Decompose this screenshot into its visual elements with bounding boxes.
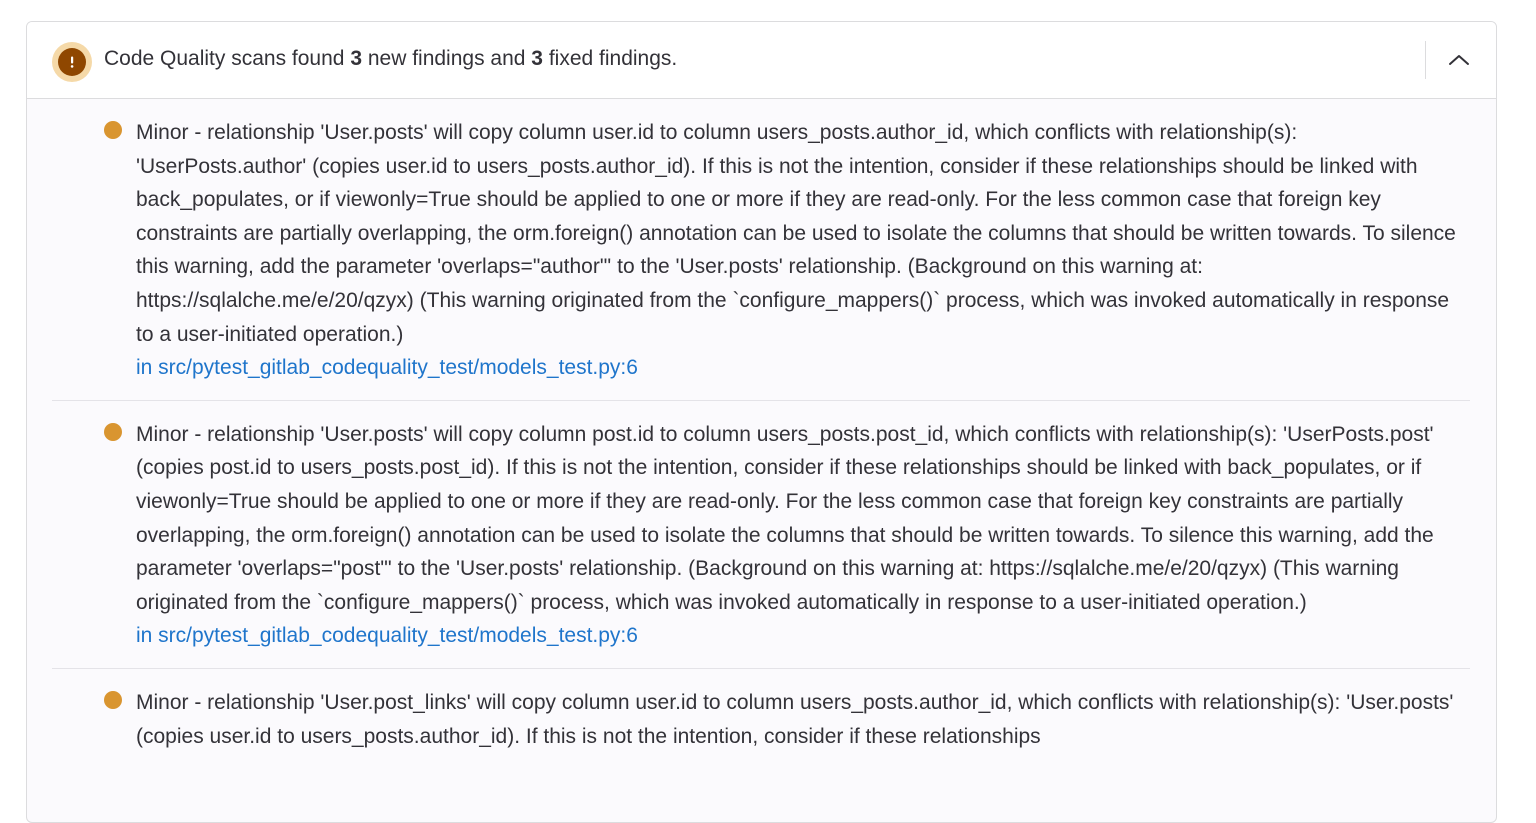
severity-minor-icon (104, 121, 122, 139)
code-quality-widget (26, 21, 1497, 823)
finding-file-link[interactable]: in src/pytest_gitlab_codequality_test/models_test.py:6 (136, 624, 638, 648)
warning-icon (52, 42, 92, 82)
new-findings-count: 3 (350, 47, 362, 70)
severity-minor-icon (104, 423, 122, 441)
collapse-button[interactable] (1436, 41, 1482, 79)
fixed-findings-count: 3 (531, 47, 543, 70)
finding-item (52, 401, 1470, 669)
severity-minor-icon (104, 691, 122, 709)
finding-description: Minor - relationship 'User.posts' will copy column user.id to column users_posts.author_id, which conflicts with relationship(s): 'UserPosts.author' (copies user.id to users_posts.author_id). If this is not the intention, consider if these relationships should be linked with back_populates, or if viewonly=True should be applied to one or more if they are read-only. For the less common case that foreign key constraints are partially overlapping, the orm.foreign() annotation can be used to isolate the columns that should be written towards. To silence this warning, add the parameter 'overlaps="author"' to the 'User.posts' relationship. (Background on this warning at: https://sqlalche.me/e/20/qzyx) (This warning originated from the `configure_mappers()` process, which was invoked automatically in response to a user-initiated operation.) (136, 121, 1456, 346)
finding-description: Minor - relationship 'User.posts' will copy column post.id to column users_posts.post_id, which conflicts with relationship(s): 'UserPosts.post' (copies post.id to users_posts.post_id). If this is not the intention, consider if these relationships should be linked with back_populates, or if viewonly=True should be applied to one or more if they are read-only. For the less common case that foreign key constraints are partially overlapping, the orm.foreign() annotation can be used to isolate the columns that should be written towards. To silence this warning, add the parameter 'overlaps="post"' to the 'User.posts' relationship. (Background on this warning at: https://sqlalche.me/e/20/qzyx) (This warning originated from the `configure_mappers()` process, which was invoked automatically in response to a user-initiated operation.) (136, 422, 1434, 614)
finding-item (52, 99, 1470, 401)
chevron-up-icon (1448, 53, 1470, 67)
header-divider (1425, 41, 1426, 79)
finding-item (52, 669, 1470, 768)
findings-list (52, 99, 1470, 768)
summary-text: Code Quality scans found 3 new findings and 3 fixed findings. (104, 47, 678, 70)
finding-description: Minor - relationship 'User.post_links' will copy column user.id to column users_posts.author_id, which conflicts with relationship(s): 'User.posts' (copies user.id to users_posts.author_id). If this is not the intention, consider if these relationships (136, 690, 1454, 748)
widget-header (27, 22, 1496, 99)
finding-file-link[interactable]: in src/pytest_gitlab_codequality_test/models_test.py:6 (136, 356, 638, 380)
